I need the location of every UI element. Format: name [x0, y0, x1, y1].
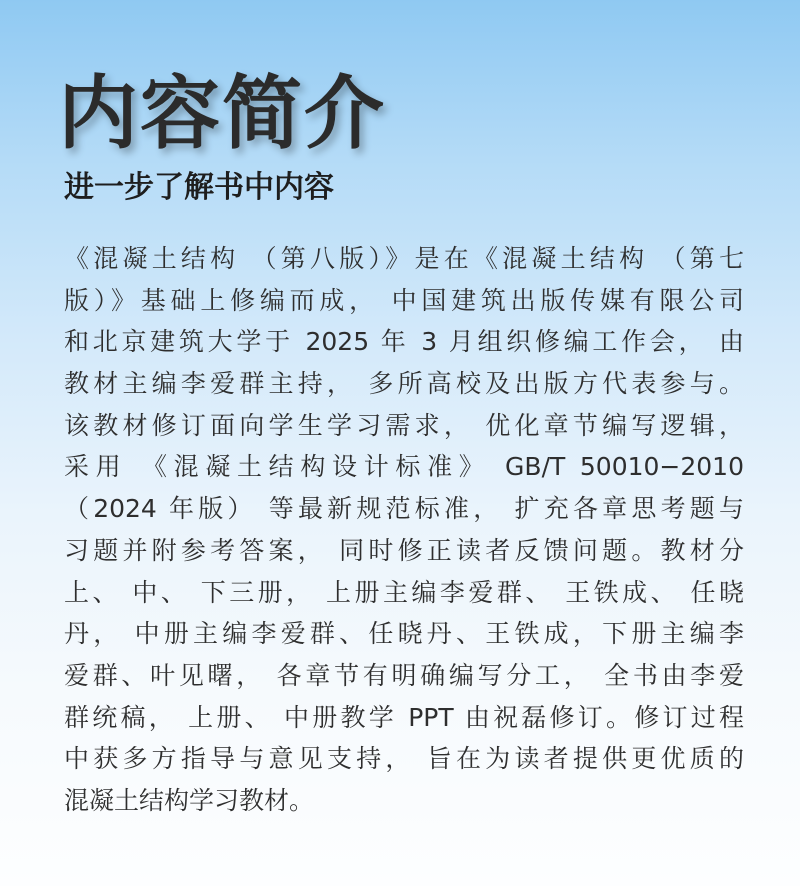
intro-line: 群统稿， 上册、 中册教学 PPT 由祝磊修订。修订过程 — [64, 702, 744, 732]
intro-line: 《混凝土结构 （第八版）》是在《混凝土结构 （第七 — [64, 244, 744, 273]
page-subtitle: 进一步了解书中内容 — [64, 170, 334, 205]
intro-line: 采用 《混凝土结构设计标准》 GB/T 50010−2010 — [64, 452, 744, 482]
page-title: 内容简介 — [58, 67, 386, 160]
intro-line: （2024 年版） 等最新规范标准， 扩充各章思考题与 — [64, 494, 744, 524]
intro-paragraph — [64, 238, 744, 822]
intro-line: 丹， 中册主编李爱群、任晓丹、王铁成，下册主编李 — [64, 619, 744, 649]
intro-line: 混凝土结构学习教材。 — [64, 785, 315, 815]
intro-line: 中获多方指导与意见支持， 旨在为读者提供更优质的 — [64, 744, 744, 774]
intro-line: 教材主编李爱群主持， 多所高校及出版方代表参与。 — [64, 369, 744, 399]
intro-line: 习题并附参考答案， 同时修正读者反馈问题。教材分 — [64, 535, 744, 565]
intro-line: 上、 中、 下三册， 上册主编李爱群、 王铁成、 任晓 — [64, 577, 744, 607]
intro-line: 版）》基础上修编而成， 中国建筑出版传媒有限公司 — [64, 285, 744, 315]
intro-line: 和北京建筑大学于 2025 年 3 月组织修编工作会， 由 — [64, 327, 744, 357]
intro-line: 该教材修订面向学生学习需求， 优化章节编写逻辑， — [64, 410, 744, 440]
intro-line: 爱群、叶见曙， 各章节有明确编写分工， 全书由李爱 — [64, 660, 744, 690]
